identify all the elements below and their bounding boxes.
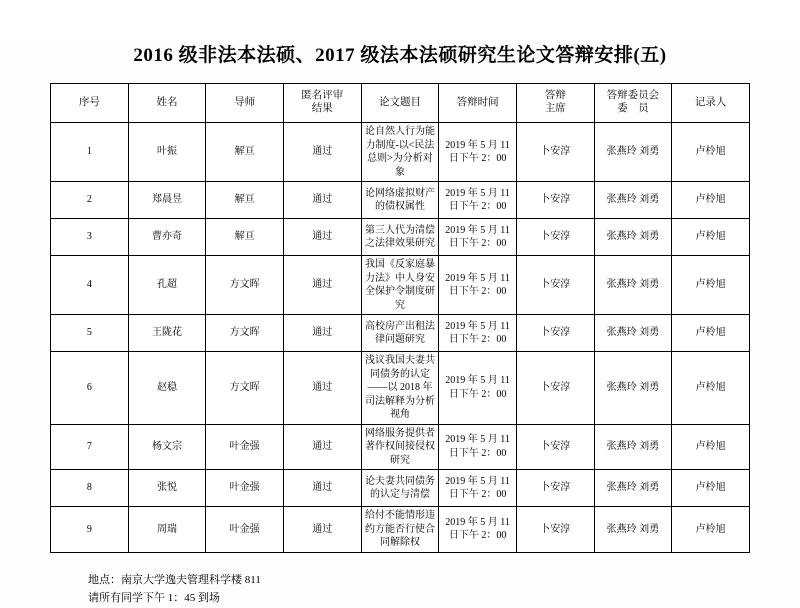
cell-seq: 7 xyxy=(51,424,129,470)
column-header-members xyxy=(594,84,672,123)
page-title: 2016 级非法本法硕、2017 级法本法硕研究生论文答辩安排(五) xyxy=(133,45,667,66)
cell-members: 张燕玲 刘勇 xyxy=(594,424,672,470)
table-row xyxy=(51,256,750,315)
cell-seq: 4 xyxy=(51,256,129,315)
table-body xyxy=(51,123,750,553)
cell-time: 2019 年 5 月 11 日下午 2：00 xyxy=(439,256,517,315)
cell-members: 张燕玲 刘勇 xyxy=(594,470,672,507)
cell-time: 2019 年 5 月 11 日下午 2：00 xyxy=(439,507,517,553)
column-header-time: 答辩时间 xyxy=(439,84,517,123)
cell-chair: 卜安淳 xyxy=(516,424,594,470)
cell-members: 张燕玲 刘勇 xyxy=(594,219,672,256)
footer-location: 地点：南京大学逸夫管理科学楼 811 xyxy=(88,573,261,586)
document-page xyxy=(0,40,800,606)
cell-review: 通过 xyxy=(283,507,361,553)
cell-name: 叶振 xyxy=(128,123,206,182)
cell-review: 通过 xyxy=(283,352,361,425)
cell-members: 张燕玲 刘勇 xyxy=(594,182,672,219)
column-header-chair-line1: 答辩 xyxy=(544,90,566,102)
cell-chair: 卜安淳 xyxy=(516,123,594,182)
cell-advisor: 解亘 xyxy=(206,123,284,182)
cell-name: 王陇花 xyxy=(128,315,206,352)
cell-seq: 3 xyxy=(51,219,129,256)
cell-chair: 卜安淳 xyxy=(516,315,594,352)
cell-advisor: 方文晖 xyxy=(206,315,284,352)
column-header-members-line2: 委 员 xyxy=(617,103,649,114)
cell-advisor: 方文晖 xyxy=(206,352,284,425)
cell-time: 2019 年 5 月 11 日下午 2：00 xyxy=(439,315,517,352)
cell-recorder: 卢柃旭 xyxy=(672,507,750,553)
cell-time: 2019 年 5 月 11 日下午 2：00 xyxy=(439,123,517,182)
cell-advisor: 叶金强 xyxy=(206,507,284,553)
column-header-chair xyxy=(516,84,594,123)
cell-review: 通过 xyxy=(283,123,361,182)
cell-topic: 高校房产出租法律问题研究 xyxy=(361,315,439,352)
cell-seq: 8 xyxy=(51,470,129,507)
cell-topic: 浅议我国夫妻共同债务的认定——以 2018 年司法解释为分析视角 xyxy=(361,352,439,425)
cell-seq: 6 xyxy=(51,352,129,425)
cell-chair: 卜安淳 xyxy=(516,507,594,553)
table-header-row xyxy=(51,84,750,123)
cell-topic: 论网络虚拟财产的债权属性 xyxy=(361,182,439,219)
cell-seq: 1 xyxy=(51,123,129,182)
cell-recorder: 卢柃旭 xyxy=(672,470,750,507)
defense-schedule-table xyxy=(50,83,750,553)
cell-topic: 我国《反家庭暴力法》中人身安全保护令制度研究 xyxy=(361,256,439,315)
footer-notice: 请所有同学下午 1：45 到场 xyxy=(88,592,220,605)
cell-advisor: 方文晖 xyxy=(206,256,284,315)
column-header-review-line2: 结果 xyxy=(311,103,333,114)
column-header-review-line1: 匿名评审 xyxy=(301,90,344,102)
cell-review: 通过 xyxy=(283,315,361,352)
cell-topic: 论自然人行为能力制度-以<民法总则>为分析对象 xyxy=(361,123,439,182)
cell-review: 通过 xyxy=(283,470,361,507)
table-header xyxy=(51,84,750,123)
cell-review: 通过 xyxy=(283,219,361,256)
cell-seq: 9 xyxy=(51,507,129,553)
cell-recorder: 卢柃旭 xyxy=(672,123,750,182)
cell-name: 孔超 xyxy=(128,256,206,315)
footer-notes xyxy=(88,571,800,608)
column-header-topic: 论文题目 xyxy=(361,84,439,123)
column-header-review xyxy=(283,84,361,123)
cell-recorder: 卢柃旭 xyxy=(672,182,750,219)
cell-time: 2019 年 5 月 11 日下午 2：00 xyxy=(439,182,517,219)
table-row xyxy=(51,219,750,256)
cell-name: 赵稳 xyxy=(128,352,206,425)
cell-chair: 卜安淳 xyxy=(516,219,594,256)
cell-recorder: 卢柃旭 xyxy=(672,424,750,470)
cell-time: 2019 年 5 月 11 日下午 2：00 xyxy=(439,424,517,470)
cell-topic: 网络服务提供者著作权间接侵权研究 xyxy=(361,424,439,470)
column-header-advisor: 导师 xyxy=(206,84,284,123)
cell-recorder: 卢柃旭 xyxy=(672,352,750,425)
column-header-chair-line2: 主席 xyxy=(544,103,566,114)
cell-review: 通过 xyxy=(283,424,361,470)
cell-advisor: 叶金强 xyxy=(206,424,284,470)
column-header-recorder: 记录人 xyxy=(672,84,750,123)
cell-time: 2019 年 5 月 11 日下午 2：00 xyxy=(439,219,517,256)
table-row xyxy=(51,123,750,182)
cell-seq: 5 xyxy=(51,315,129,352)
cell-chair: 卜安淳 xyxy=(516,182,594,219)
cell-advisor: 解亘 xyxy=(206,219,284,256)
cell-seq: 2 xyxy=(51,182,129,219)
table-row xyxy=(51,470,750,507)
cell-name: 曹亦奇 xyxy=(128,219,206,256)
column-header-members-line1: 答辩委员会 xyxy=(606,90,660,102)
cell-members: 张燕玲 刘勇 xyxy=(594,123,672,182)
column-header-seq: 序号 xyxy=(51,84,129,123)
cell-time: 2019 年 5 月 11 日下午 2：00 xyxy=(439,470,517,507)
cell-chair: 卜安淳 xyxy=(516,256,594,315)
cell-members: 张燕玲 刘勇 xyxy=(594,507,672,553)
cell-time: 2019 年 5 月 11 日下午 2：00 xyxy=(439,352,517,425)
cell-review: 通过 xyxy=(283,256,361,315)
cell-topic: 论夫妻共同债务的认定与清偿 xyxy=(361,470,439,507)
cell-name: 郑晨昱 xyxy=(128,182,206,219)
table-row xyxy=(51,352,750,425)
cell-name: 周瑞 xyxy=(128,507,206,553)
cell-chair: 卜安淳 xyxy=(516,470,594,507)
cell-recorder: 卢柃旭 xyxy=(672,256,750,315)
cell-name: 杨文宗 xyxy=(128,424,206,470)
cell-review: 通过 xyxy=(283,182,361,219)
cell-chair: 卜安淳 xyxy=(516,352,594,425)
table-row xyxy=(51,424,750,470)
cell-name: 张悦 xyxy=(128,470,206,507)
cell-topic: 第三人代为清偿之法律效果研究 xyxy=(361,219,439,256)
cell-recorder: 卢柃旭 xyxy=(672,315,750,352)
cell-recorder: 卢柃旭 xyxy=(672,219,750,256)
table-row xyxy=(51,507,750,553)
cell-members: 张燕玲 刘勇 xyxy=(594,315,672,352)
cell-advisor: 叶金强 xyxy=(206,470,284,507)
cell-topic: 给付不能情形违约方能否行使合同解除权 xyxy=(361,507,439,553)
table-row xyxy=(51,182,750,219)
cell-members: 张燕玲 刘勇 xyxy=(594,352,672,425)
table-row xyxy=(51,315,750,352)
column-header-name: 姓名 xyxy=(128,84,206,123)
cell-advisor: 解亘 xyxy=(206,182,284,219)
cell-members: 张燕玲 刘勇 xyxy=(594,256,672,315)
